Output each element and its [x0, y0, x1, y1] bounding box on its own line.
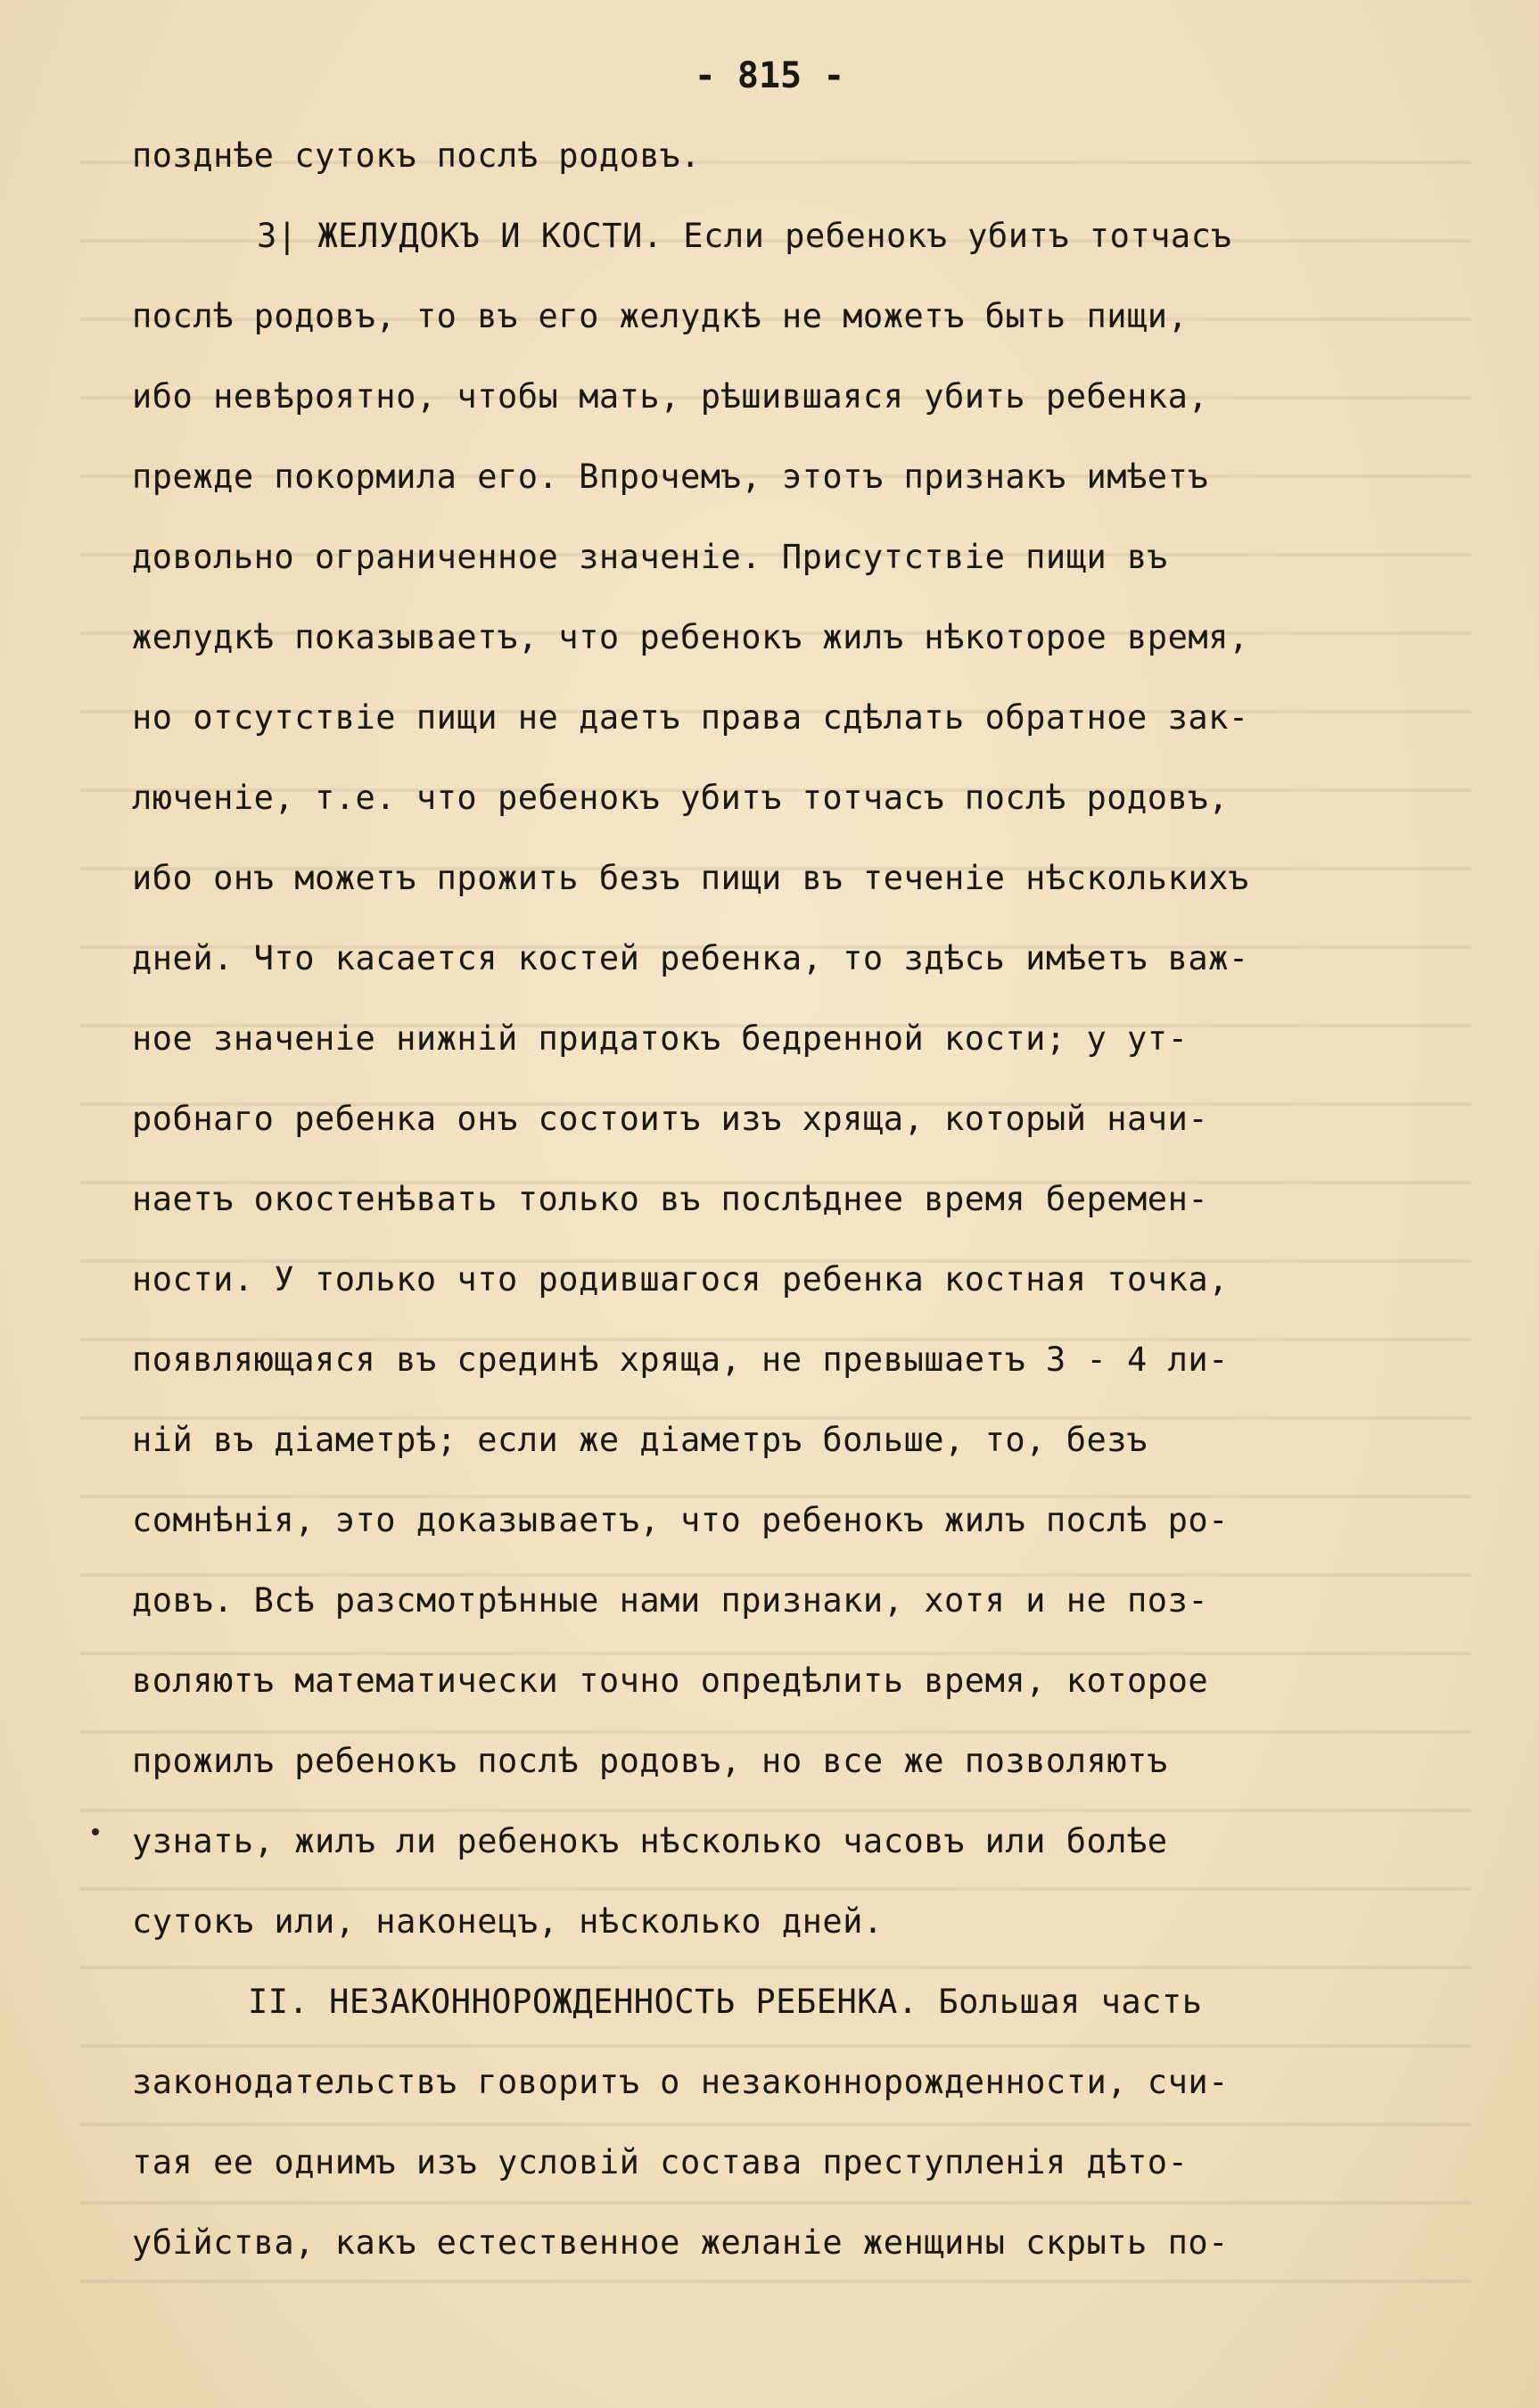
text-line: сутокъ или, наконецъ, нѣсколько дней. [132, 1902, 884, 1941]
text-line: прожилъ ребенокъ послѣ родовъ, но все же позволяютъ [132, 1742, 1168, 1780]
section-heading-line: 3| ЖЕЛУДОКЪ И КОСТИ. Если ребенокъ убитъ тотчасъ [257, 217, 1232, 255]
text-line: ній въ діаметрѣ; если же діаметръ больше, то, безъ [132, 1421, 1148, 1459]
text-line: люченіе, т.е. что ребенокъ убитъ тотчасъ послѣ родовъ, [132, 779, 1229, 817]
text-line: убійства, какъ естественное желаніе женщины скрыть по- [132, 2223, 1229, 2262]
text-line: наетъ окостенѣвать только въ послѣднее время беремен- [132, 1180, 1209, 1218]
margin-ink-mark [92, 1828, 99, 1835]
text-line: ибо онъ можетъ прожить безъ пищи въ теченіе нѣсколькихъ [132, 859, 1249, 897]
text-line: прежде покормила его. Впрочемъ, этотъ признакъ имѣетъ [132, 458, 1209, 496]
text-line: позднѣе сутокъ послѣ родовъ. [132, 136, 701, 175]
text-line: довъ. Всѣ разсмотрѣнные нами признаки, хотя и не поз- [132, 1581, 1209, 1620]
text-line: дней. Что касается костей ребенка, то здѣсь имѣетъ важ- [132, 939, 1249, 977]
text-line: ибо невѣроятно, чтобы мать, рѣшившаяся убить ребенка, [132, 377, 1209, 416]
body-text [132, 116, 1469, 2283]
text-line: законодательствъ говоритъ о незаконнорожденности, счи- [132, 2063, 1229, 2101]
page-number: - 815 - [694, 55, 845, 96]
text-line: но отсутствіе пищи не даетъ права сдѣлать обратное зак- [132, 698, 1249, 737]
text-line: сомнѣнія, это доказываетъ, что ребенокъ жилъ послѣ ро- [132, 1501, 1229, 1539]
text-line: воляютъ математически точно опредѣлить время, которое [132, 1662, 1209, 1700]
text-line: ное значеніе нижній придатокъ бедренной кости; у ут- [132, 1019, 1189, 1058]
text-line: узнать, жилъ ли ребенокъ нѣсколько часовъ или болѣе [132, 1822, 1168, 1860]
text-line: робнаго ребенка онъ состоитъ изъ хряща, который начи- [132, 1100, 1209, 1138]
section-heading-line: II. НЕЗАКОННОРОЖДЕННОСТЬ РЕБЕНКА. Большая часть [248, 1983, 1203, 2021]
text-line: тая ее однимъ изъ условій состава преступленія дѣто- [132, 2143, 1189, 2181]
text-line: появляющаяся въ срединѣ хряща, не превышаетъ 3 - 4 ли- [132, 1340, 1229, 1379]
text-line: желудкѣ показываетъ, что ребенокъ жилъ нѣкоторое время, [132, 618, 1249, 656]
text-line: довольно ограниченное значеніе. Присутствіе пищи въ [132, 538, 1168, 576]
text-line: послѣ родовъ, то въ его желудкѣ не можетъ быть пищи, [132, 297, 1189, 335]
text-line: ности. У только что родившагося ребенка костная точка, [132, 1260, 1229, 1299]
